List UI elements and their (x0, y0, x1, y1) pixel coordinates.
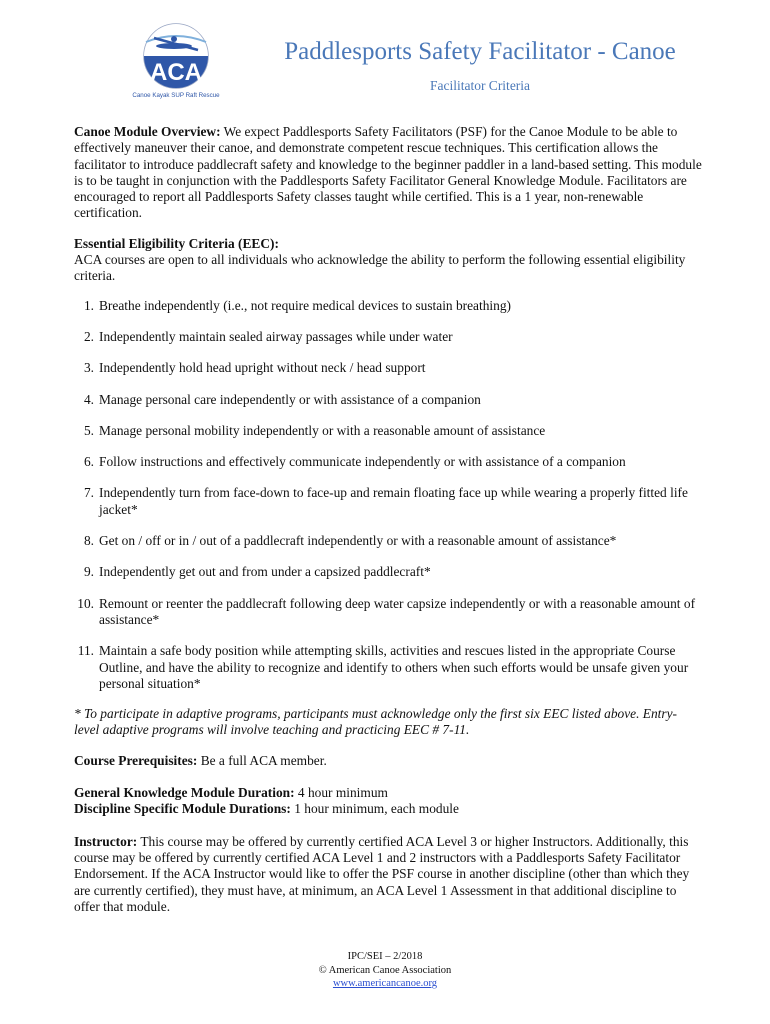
logo-tagline: Canoe Kayak SUP Raft Rescue (132, 92, 220, 99)
page-subtitle: Facilitator Criteria (429, 78, 531, 93)
discipline-duration: Discipline Specific Module Durations: 1 hour minimum, each module (74, 801, 459, 817)
eec-heading: Essential Eligibility Criteria (EEC): (74, 235, 279, 251)
eec-item: 7. Independently turn from face-down to face-up and remain floating face up while wearing a properly fitted life jacket* (83, 485, 688, 517)
eec-item: 2. Independently maintain sealed airway passages while under water (83, 328, 453, 344)
page-title: Paddlesports Safety Facilitator - Canoe (284, 38, 676, 65)
aca-logo (130, 20, 222, 100)
adaptive-note: * To participate in adaptive programs, participants must acknowledge only the first six EEC listed above. Entry-level adaptive programs will involve teaching and practicing EEC # 7-11. (74, 706, 678, 738)
copyright: © American Canoe Association (318, 964, 452, 976)
document-body (74, 124, 702, 915)
eec-item: 5. Manage personal mobility independently or with a reasonable amount of assistance (83, 422, 546, 438)
prerequisites-text: Be a full ACA member. (197, 752, 327, 768)
eec-item: 6. Follow instructions and effectively communicate independently or with assistance of a companion (83, 454, 626, 470)
eec-item: 1. Breathe independently (i.e., not require medical devices to sustain breathing) (83, 297, 511, 313)
eec-item: 10. Remount or reenter the paddlecraft following deep water capsize independently or with a reasonable amount of assistance* (77, 595, 696, 627)
durations-block (74, 785, 702, 818)
prerequisites-label: Course Prerequisites: (74, 752, 198, 768)
instructor-paragraph (74, 834, 702, 915)
document-code: IPC/SEI – 2/2018 (347, 951, 423, 962)
website-link[interactable]: www.americancanoe.org (332, 978, 438, 989)
prerequisites-paragraph (74, 753, 702, 769)
eec-item: 11. Maintain a safe body position while attempting skills, activities and rescues listed in the appropriate Course Outline, and have the ability to recognize and identify to others when such efforts would be unsafe given your personal situation* (77, 643, 689, 691)
general-duration: General Knowledge Module Duration: 4 hour minimum (74, 785, 388, 801)
overview-paragraph (74, 124, 702, 222)
eec-item: 4. Manage personal care independently or with assistance of a companion (83, 391, 481, 407)
eec-item: 8. Get on / off or in / out of a paddlecraft independently or with a reasonable amount of assistance* (83, 533, 617, 549)
footer (230, 950, 540, 991)
eec-item: 9. Independently get out and from under a capsized paddlecraft* (83, 564, 431, 580)
logo-text: ACA (150, 59, 202, 86)
instructor-label: Instructor: (74, 833, 138, 849)
instructor-text: This course may be offered by currently certified ACA Level 3 or higher Instructors. Additionally, this course may be offered by currently certified ACA Level 1 and 2 instructors with a Paddlesports Safety Facilitator Endorsement. If the ACA Instructor would like to offer the PSF course in another discipline (other than which they are currently certified), they must have, at minimum, an ACA Level 1 Assessment in that additional discipline to offer that module. (74, 833, 690, 914)
overview-label: Canoe Module Overview: (74, 124, 221, 139)
overview-text: We expect Paddlesports Safety Facilitators (PSF) for the Canoe Module to be able to effectively maneuver their canoe, and demonstrate competent rescue techniques. This certification allows the facilitator to introduce paddlecraft safety and knowledge to the beginner paddler in a land-based setting. This module is to be taught in conjunction with the Paddlesports Safety Facilitator General Knowledge Module. Facilitators are encouraged to report all Paddlesports Safety classes taught while certified. This is a 1 year, non-renewable certification. (74, 124, 702, 221)
eec-intro: ACA courses are open to all individuals who acknowledge the ability to perform the following essential eligibility criteria. (74, 252, 686, 284)
eec-list (74, 298, 702, 692)
eec-item: 3. Independently hold head upright without neck / head support (83, 360, 426, 376)
